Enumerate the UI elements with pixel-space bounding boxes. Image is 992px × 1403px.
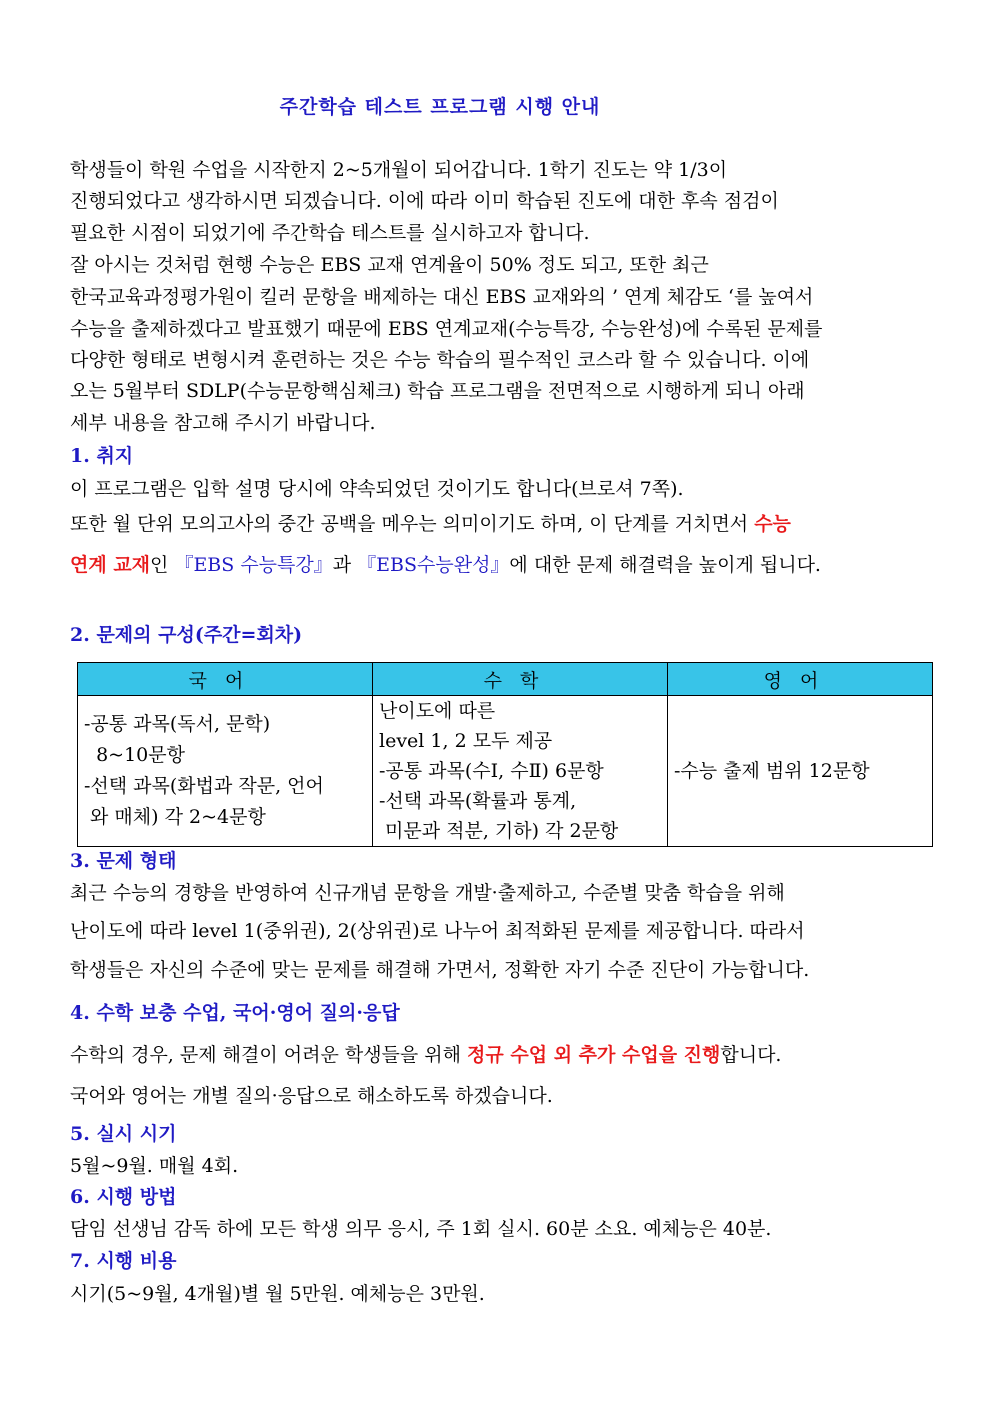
section-1-line-1: 이 프로그램은 입학 설명 당시에 약속되었던 것이기도 합니다(브로셔 7쪽). — [70, 478, 684, 500]
intro-line-6: 수능을 출제하겠다고 발표했기 때문에 EBS 연계교재(수능특강, 수능완성)에 수록된 문제를 — [70, 318, 823, 340]
cell-math — [373, 696, 668, 847]
ebs-book-2: 『EBS수능완성』 — [357, 554, 510, 576]
math-line: -공통 과목(수Ⅰ, 수Ⅱ) 6문항 — [379, 760, 604, 782]
section-1-line-3 — [70, 552, 821, 578]
math-line: 미문과 적분, 기하) 각 2문항 — [379, 820, 619, 842]
korean-line: -선택 과목(화법과 작문, 언어 — [84, 775, 324, 797]
english-line: -수능 출제 범위 12문항 — [674, 759, 870, 782]
section-6-heading: 6. 시행 방법 — [70, 1186, 177, 1208]
table-header-row — [78, 663, 933, 696]
header-math: 수학 — [373, 663, 668, 696]
section-4-text-b: 합니다. — [720, 1044, 782, 1066]
intro-line-5: 한국교육과정평가원이 킬러 문항을 배제하는 대신 EBS 교재와의 ’ 연계 체감도 ‘를 높여서 — [70, 286, 814, 308]
section-1-line-2 — [70, 511, 791, 537]
section-4-line-2: 국어와 영어는 개별 질의·응답으로 해소하도록 하겠습니다. — [70, 1085, 553, 1107]
korean-line: 8~10문항 — [84, 744, 185, 766]
intro-line-2: 진행되었다고 생각하시면 되겠습니다. 이에 따라 이미 학습된 진도에 대한 후속 점검이 — [70, 190, 779, 212]
intro-line-3: 필요한 시점이 되었기에 주간학습 테스트를 실시하고자 합니다. — [70, 222, 590, 244]
math-line: level 1, 2 모두 제공 — [379, 730, 553, 752]
intro-line-4: 잘 아시는 것처럼 현행 수능은 EBS 교재 연계율이 50% 정도 되고, 또한 최근 — [70, 254, 709, 276]
intro-line-8: 오는 5월부터 SDLP(수능문항핵심체크) 학습 프로그램을 전면적으로 시행하게 되니 아래 — [70, 380, 805, 402]
intro-line-1: 학생들이 학원 수업을 시작한지 2~5개월이 되어갑니다. 1학기 진도는 약 1/3이 — [70, 159, 728, 181]
intro-line-9: 세부 내용을 참고해 주시기 바랍니다. — [70, 412, 376, 434]
section-1-text-b: 과 — [332, 554, 358, 576]
section-1-emphasis-2: 연계 교재 — [70, 554, 151, 576]
section-3-line-1: 최근 수능의 경향을 반영하여 신규개념 문항을 개발·출제하고, 수준별 맞춤 학습을 위해 — [70, 882, 785, 904]
section-3-line-2: 난이도에 따라 level 1(중위권), 2(상위권)로 나누어 최적화된 문제를 제공합니다. 따라서 — [70, 920, 805, 942]
section-5-line: 5월~9월. 매월 4회. — [70, 1155, 239, 1177]
section-7-line: 시기(5~9월, 4개월)별 월 5만원. 예체능은 3만원. — [70, 1283, 485, 1305]
intro-line-7: 다양한 형태로 변형시켜 훈련하는 것은 수능 학습의 필수적인 코스라 할 수 있습니다. 이에 — [70, 349, 810, 371]
section-1-line-2-text: 또한 월 단위 모의고사의 중간 공백을 메우는 의미이기도 하며, 이 단계를 거치면서 — [70, 513, 755, 535]
table-row — [78, 696, 933, 847]
header-english: 영어 — [668, 663, 933, 696]
section-4-heading: 4. 수학 보충 수업, 국어·영어 질의·응답 — [70, 1002, 400, 1024]
math-line: -선택 과목(확률과 통계, — [379, 790, 577, 812]
cell-english — [668, 696, 933, 847]
section-4-text-a: 수학의 경우, 문제 해결이 어려운 학생들을 위해 — [70, 1044, 468, 1066]
ebs-book-1: 『EBS 수능특강』 — [174, 554, 333, 576]
section-1-emphasis-1: 수능 — [754, 513, 791, 535]
section-4-emphasis: 정규 수업 외 추가 수업을 진행 — [467, 1044, 721, 1066]
section-3-line-3: 학생들은 자신의 수준에 맞는 문제를 해결해 가면서, 정확한 자기 수준 진단이 가능합니다. — [70, 959, 810, 981]
section-7-heading: 7. 시행 비용 — [70, 1250, 177, 1272]
header-korean: 국어 — [78, 663, 373, 696]
korean-line: -공통 과목(독서, 문학) — [84, 713, 271, 735]
section-1-heading: 1. 취지 — [70, 445, 134, 467]
korean-line: 와 매체) 각 2~4문항 — [84, 806, 266, 828]
cell-korean — [78, 696, 373, 847]
section-4-line-1 — [70, 1042, 781, 1068]
section-1-text-c: 에 대한 문제 해결력을 높이게 됩니다. — [509, 554, 821, 576]
document-title: 주간학습 테스트 프로그램 시행 안내 — [279, 96, 601, 118]
question-composition-table — [77, 662, 933, 847]
section-6-line: 담임 선생님 감독 하에 모든 학생 의무 응시, 주 1회 실시. 60분 소요. 예체능은 40분. — [70, 1218, 772, 1240]
section-2-heading: 2. 문제의 구성(주간=회차) — [70, 624, 303, 646]
section-1-text-a: 인 — [150, 554, 175, 576]
math-line: 난이도에 따른 — [379, 700, 496, 722]
section-3-heading: 3. 문제 형태 — [70, 850, 177, 872]
section-5-heading: 5. 실시 시기 — [70, 1123, 177, 1145]
